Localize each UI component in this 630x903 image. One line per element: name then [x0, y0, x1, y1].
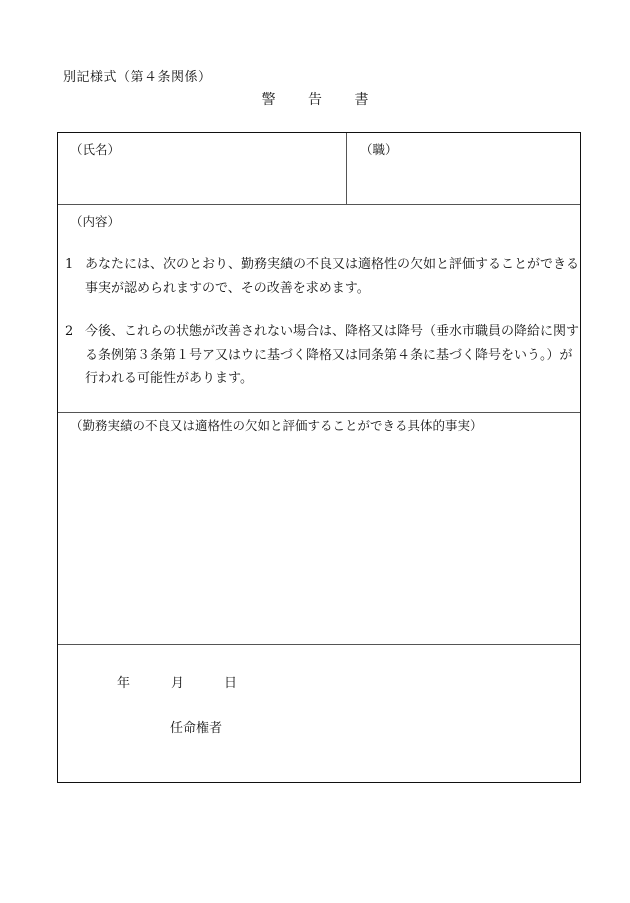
date-year-label: 年 — [117, 676, 131, 691]
facts-label: （勤務実績の不良又は適格性の欠如と評価することができる具体的事実） — [70, 418, 483, 433]
content-label: （内容） — [70, 214, 121, 229]
facts-section — [58, 413, 580, 645]
signature-section — [58, 645, 580, 781]
column-divider — [346, 133, 347, 205]
item-number: 1 — [65, 257, 74, 272]
form-reference: 別記様式（第４条関係） — [63, 70, 212, 85]
content-section — [58, 205, 580, 413]
date-month-label: 月 — [171, 676, 185, 691]
warning-form — [57, 132, 581, 783]
content-item — [65, 320, 579, 391]
name-label: （氏名） — [70, 142, 121, 157]
job-label: （職） — [360, 142, 398, 157]
content-item — [65, 253, 579, 300]
item-text: 今後、これらの状態が改善されない場合は、降格又は降号（垂水市職員の降給に関する条例第３条第１号ア又はウに基づく降格又は同条第４条に基づく降号をいう。）が行われる可能性があります。 — [85, 324, 580, 386]
appointing-authority-label: 任命権者 — [170, 721, 223, 736]
document-title: 警 告 書 — [261, 92, 383, 108]
recipient-row — [58, 133, 580, 205]
item-number: 2 — [65, 324, 74, 339]
date-day-label: 日 — [224, 676, 238, 691]
item-text: あなたには、次のとおり、勤務実績の不良又は適格性の欠如と評価することができる事実が認められますので、その改善を求めます。 — [85, 257, 580, 296]
